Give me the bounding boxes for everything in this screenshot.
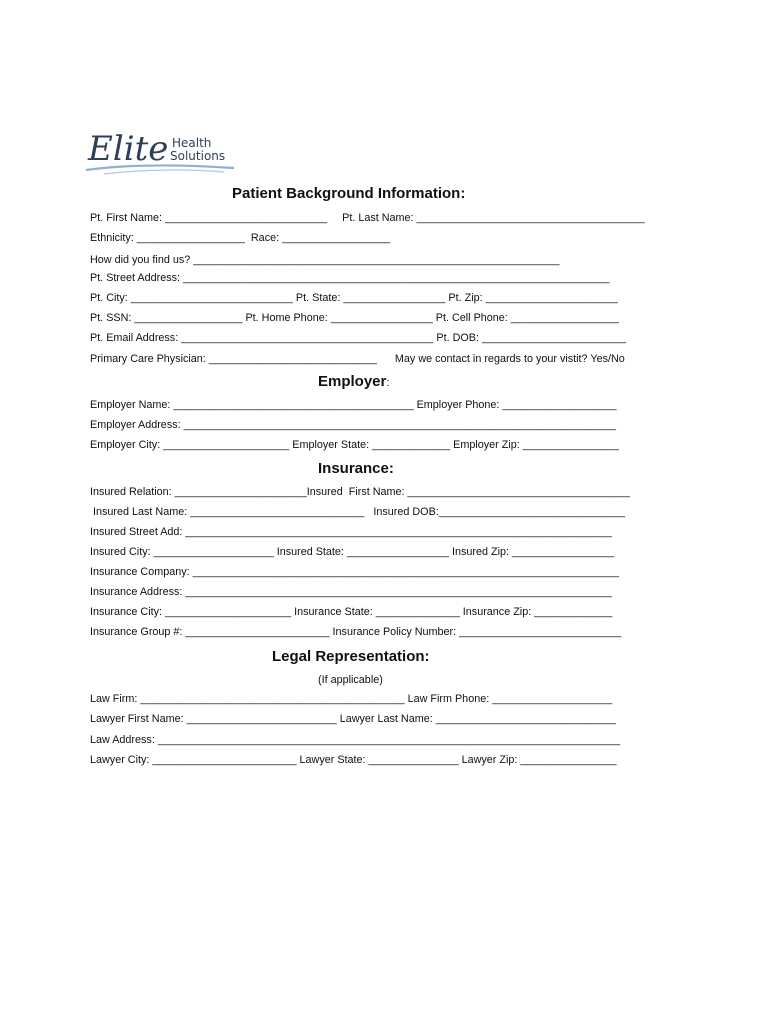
law-address-line: Law Address: _____________________________________________________________________________ bbox=[90, 734, 621, 746]
pt-name-line: Pt. First Name: ___________________________ Pt. Last Name: ______________________________________ bbox=[90, 212, 645, 224]
insurance-group-policy-line: Insurance Group #: ________________________ Insurance Policy Number: ___________________________ bbox=[90, 626, 622, 638]
pcp-contact-line: Primary Care Physician: ____________________________ May we contact in regards to your vistit? Yes/No bbox=[90, 353, 625, 365]
referral-source-line: How did you find us? _____________________________________________________________ bbox=[90, 254, 560, 266]
legal-note: (If applicable) bbox=[318, 674, 383, 686]
pt-phone-line: Pt. SSN: __________________ Pt. Home Phone: _________________ Pt. Cell Phone: __________________ bbox=[90, 312, 619, 324]
elite-health-solutions-logo bbox=[84, 120, 244, 180]
logo-wordmark: Elite bbox=[88, 129, 169, 169]
employer-name-phone-line: Employer Name: ________________________________________ Employer Phone: ___________________ bbox=[90, 399, 617, 411]
patient-section-heading: Patient Background Information: bbox=[232, 185, 466, 202]
employer-address-line: Employer Address: ________________________________________________________________________ bbox=[90, 419, 616, 431]
logo-line2: Solutions bbox=[170, 149, 226, 163]
insured-street-line: Insured Street Add: _______________________________________________________________________ bbox=[90, 526, 612, 538]
employer-city-state-zip-line: Employer City: _____________________ Employer State: _____________ Employer Zip: ________________ bbox=[90, 439, 619, 451]
pt-street-line: Pt. Street Address: _______________________________________________________________________ bbox=[90, 272, 610, 284]
ethnicity-race-line: Ethnicity: __________________ Race: __________________ bbox=[90, 232, 391, 244]
legal-section-heading: Legal Representation: bbox=[272, 648, 430, 665]
insured-relation-line: Insured Relation: ______________________Insured First Name: _____________________________________ bbox=[90, 486, 630, 498]
insurance-section-heading: Insurance: bbox=[318, 460, 394, 477]
pt-city-state-zip-line: Pt. City: ___________________________ Pt. State: _________________ Pt. Zip: ______________________ bbox=[90, 292, 618, 304]
logo-swoosh-lower bbox=[104, 170, 224, 174]
law-firm-line: Law Firm: ____________________________________________ Law Firm Phone: ____________________ bbox=[90, 693, 613, 705]
insurance-address-line: Insurance Address: _______________________________________________________________________ bbox=[90, 586, 612, 598]
logo-line1: Health bbox=[172, 136, 212, 150]
pt-email-dob-line: Pt. Email Address: __________________________________________ Pt. DOB: ________________________ bbox=[90, 332, 627, 344]
employer-heading-text: Employer bbox=[318, 373, 387, 390]
insurance-city-state-zip-line: Insurance City: _____________________ Insurance State: ______________ Insurance Zip: _____________ bbox=[90, 606, 613, 618]
logo-graphic bbox=[84, 120, 244, 180]
lawyer-city-state-zip-line: Lawyer City: ________________________ Lawyer State: _______________ Lawyer Zip: ________________ bbox=[90, 754, 617, 766]
lawyer-name-line: Lawyer First Name: _________________________ Lawyer Last Name: ______________________________ bbox=[90, 713, 616, 725]
employer-section-heading bbox=[318, 373, 389, 390]
employer-heading-colon: : bbox=[386, 377, 390, 389]
insured-city-state-zip-line: Insured City: ____________________ Insured State: _________________ Insured Zip: _________________ bbox=[90, 546, 615, 558]
insurance-company-line: Insurance Company: _______________________________________________________________________ bbox=[90, 566, 619, 578]
insured-last-name-dob-line: Insured Last Name: _____________________________ Insured DOB:_______________________________ bbox=[90, 506, 625, 518]
